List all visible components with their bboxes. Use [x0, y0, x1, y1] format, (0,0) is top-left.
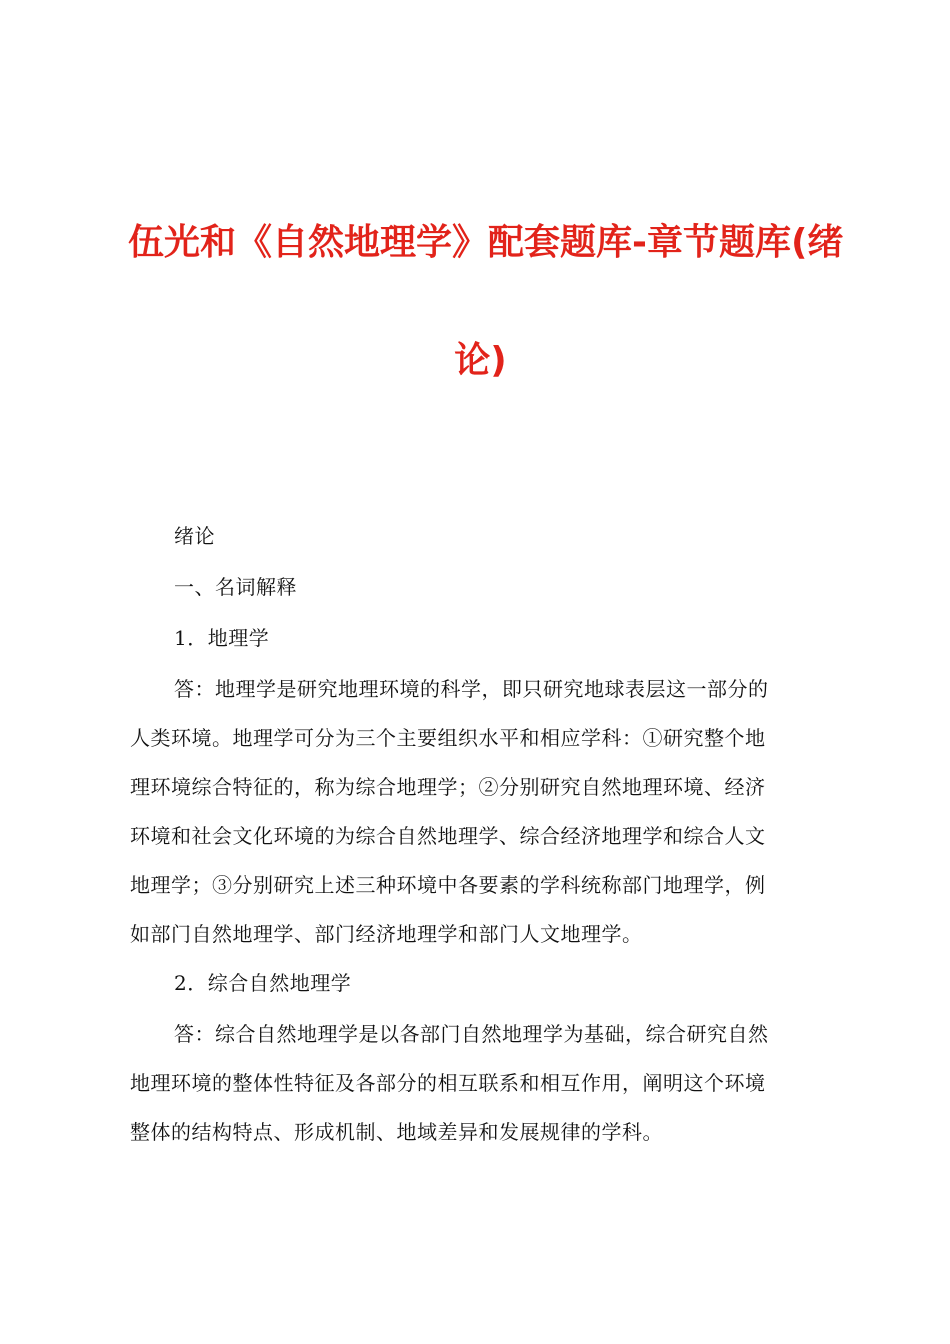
section-heading: 一、名词解释 — [174, 575, 297, 599]
answer-line: 地理学；③分别研究上述三种环境中各要素的学科统称部门地理学，例 — [130, 873, 766, 897]
answer-line: 答：地理学是研究地理环境的科学，即只研究地球表层这一部分的 — [174, 677, 769, 701]
document-body — [130, 512, 832, 1157]
answer-line: 环境和社会文化环境的为综合自然地理学、综合经济地理学和综合人文 — [130, 824, 766, 848]
answer-line: 如部门自然地理学、部门经济地理学和部门人文地理学。 — [130, 922, 643, 946]
answer-line: 人类环境。地理学可分为三个主要组织水平和相应学科：①研究整个地 — [130, 726, 766, 750]
term-heading: 2．综合自然地理学 — [174, 971, 352, 995]
term-answer — [130, 665, 832, 959]
document-title-line-1: 伍光和《自然地理学》配套题库-章节题库(绪 — [128, 222, 844, 263]
answer-line: 答：综合自然地理学是以各部门自然地理学为基础，综合研究自然 — [174, 1022, 769, 1046]
term-answer — [130, 1010, 832, 1157]
answer-line: 整体的结构特点、形成机制、地域差异和发展规律的学科。 — [130, 1120, 663, 1144]
answer-line: 地理环境的整体性特征及各部分的相互联系和相互作用，阐明这个环境 — [130, 1071, 766, 1095]
answer-line: 理环境综合特征的，称为综合地理学；②分别研究自然地理环境、经济 — [130, 775, 766, 799]
term-heading: 1．地理学 — [174, 626, 270, 650]
chapter-heading: 绪论 — [174, 524, 215, 548]
document-title-line-2: 论) — [454, 340, 507, 381]
